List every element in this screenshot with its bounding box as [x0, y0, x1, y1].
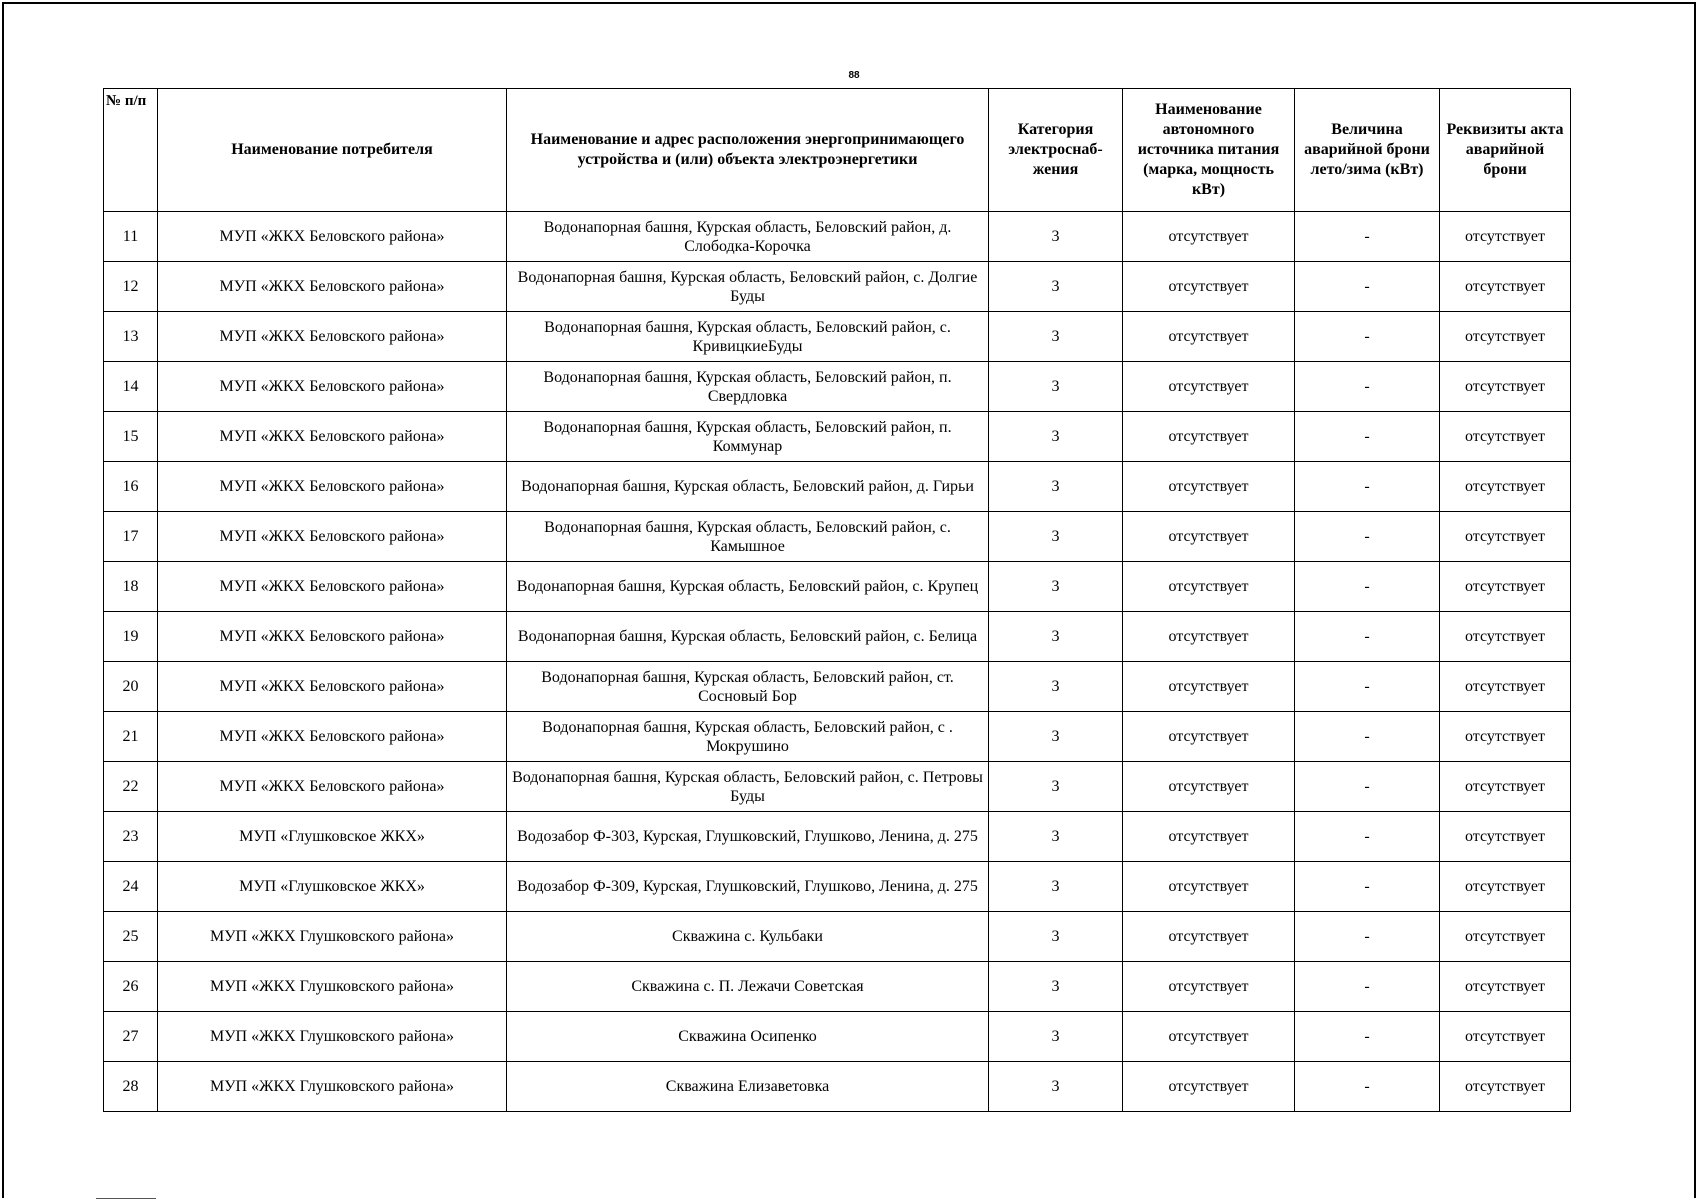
- cell-category: 3: [989, 862, 1123, 912]
- cell-device-address: Водонапорная башня, Курская область, Беловский район, п. Свердловка: [507, 362, 989, 412]
- cell-device-address: Водонапорная башня, Курская область, Беловский район, с. Камышное: [507, 512, 989, 562]
- cell-autonomous-source: отсутствует: [1123, 612, 1295, 662]
- cell-act-details: отсутствует: [1440, 562, 1571, 612]
- cell-category: 3: [989, 262, 1123, 312]
- cell-act-details: отсутствует: [1440, 462, 1571, 512]
- cell-act-details: отсутствует: [1440, 1062, 1571, 1112]
- cell-autonomous-source: отсутствует: [1123, 862, 1295, 912]
- cell-act-details: отсутствует: [1440, 712, 1571, 762]
- table-row: [104, 562, 1571, 612]
- cell-emergency-reserve: -: [1295, 312, 1440, 362]
- cell-emergency-reserve: -: [1295, 662, 1440, 712]
- cell-consumer: МУП «Глушковское ЖКХ»: [158, 862, 507, 912]
- cell-consumer: МУП «ЖКХ Беловского района»: [158, 412, 507, 462]
- cell-emergency-reserve: -: [1295, 962, 1440, 1012]
- cell-category: 3: [989, 512, 1123, 562]
- cell-emergency-reserve: -: [1295, 912, 1440, 962]
- cell-autonomous-source: отсутствует: [1123, 562, 1295, 612]
- cell-emergency-reserve: -: [1295, 362, 1440, 412]
- cell-consumer: МУП «ЖКХ Глушковского района»: [158, 1012, 507, 1062]
- cell-autonomous-source: отсутствует: [1123, 1062, 1295, 1112]
- cell-device-address: Водонапорная башня, Курская область, Беловский район, с. Петровы Буды: [507, 762, 989, 812]
- cell-autonomous-source: отсутствует: [1123, 762, 1295, 812]
- cell-category: 3: [989, 662, 1123, 712]
- cell-category: 3: [989, 212, 1123, 262]
- cell-category: 3: [989, 962, 1123, 1012]
- cell-consumer: МУП «ЖКХ Беловского района»: [158, 562, 507, 612]
- cell-emergency-reserve: -: [1295, 612, 1440, 662]
- cell-number: 17: [104, 512, 158, 562]
- cell-emergency-reserve: -: [1295, 812, 1440, 862]
- col-header-device-address: Наименование и адрес расположения энергопринимающего устройства и (или) объекта электроэнергетики: [507, 89, 989, 212]
- cell-act-details: отсутствует: [1440, 512, 1571, 562]
- cell-category: 3: [989, 312, 1123, 362]
- cell-consumer: МУП «ЖКХ Беловского района»: [158, 762, 507, 812]
- cell-number: 28: [104, 1062, 158, 1112]
- cell-category: 3: [989, 1062, 1123, 1112]
- cell-device-address: Водонапорная башня, Курская область, Беловский район, д. Гирьи: [507, 462, 989, 512]
- cell-device-address: Водонапорная башня, Курская область, Беловский район, с. КривицкиеБуды: [507, 312, 989, 362]
- cell-autonomous-source: отсутствует: [1123, 1012, 1295, 1062]
- cell-act-details: отсутствует: [1440, 362, 1571, 412]
- cell-number: 13: [104, 312, 158, 362]
- table-row: [104, 1012, 1571, 1062]
- cell-device-address: Водонапорная башня, Курская область, Беловский район, д. Слободка-Корочка: [507, 212, 989, 262]
- col-header-autonomous-source: Наименование автономного источника питания (марка, мощность кВт): [1123, 89, 1295, 212]
- cell-category: 3: [989, 362, 1123, 412]
- cell-emergency-reserve: -: [1295, 212, 1440, 262]
- cell-act-details: отсутствует: [1440, 312, 1571, 362]
- scan-border-left: [2, 2, 4, 1198]
- cell-device-address: Водонапорная башня, Курская область, Беловский район, п. Коммунар: [507, 412, 989, 462]
- cell-autonomous-source: отсутствует: [1123, 912, 1295, 962]
- cell-number: 19: [104, 612, 158, 662]
- cell-category: 3: [989, 712, 1123, 762]
- table-row: [104, 312, 1571, 362]
- cell-autonomous-source: отсутствует: [1123, 362, 1295, 412]
- cell-device-address: Водонапорная башня, Курская область, Беловский район, с. Крупец: [507, 562, 989, 612]
- cell-emergency-reserve: -: [1295, 262, 1440, 312]
- cell-number: 21: [104, 712, 158, 762]
- cell-act-details: отсутствует: [1440, 612, 1571, 662]
- cell-act-details: отсутствует: [1440, 412, 1571, 462]
- cell-device-address: Скважина с. Кульбаки: [507, 912, 989, 962]
- cell-consumer: МУП «ЖКХ Беловского района»: [158, 462, 507, 512]
- cell-category: 3: [989, 462, 1123, 512]
- cell-act-details: отсутствует: [1440, 862, 1571, 912]
- cell-act-details: отсутствует: [1440, 762, 1571, 812]
- cell-autonomous-source: отсутствует: [1123, 512, 1295, 562]
- cell-category: 3: [989, 412, 1123, 462]
- cell-number: 11: [104, 212, 158, 262]
- cell-autonomous-source: отсутствует: [1123, 312, 1295, 362]
- cell-number: 20: [104, 662, 158, 712]
- cell-number: 27: [104, 1012, 158, 1062]
- cell-number: 25: [104, 912, 158, 962]
- cell-device-address: Скважина Осипенко: [507, 1012, 989, 1062]
- cell-autonomous-source: отсутствует: [1123, 262, 1295, 312]
- cell-act-details: отсутствует: [1440, 662, 1571, 712]
- bottom-rule: [96, 1198, 156, 1199]
- cell-autonomous-source: отсутствует: [1123, 462, 1295, 512]
- cell-autonomous-source: отсутствует: [1123, 962, 1295, 1012]
- table-row: [104, 462, 1571, 512]
- table-header-row: [104, 89, 1571, 212]
- table-row: [104, 862, 1571, 912]
- table-row: [104, 512, 1571, 562]
- cell-act-details: отсутствует: [1440, 962, 1571, 1012]
- cell-consumer: МУП «ЖКХ Беловского района»: [158, 712, 507, 762]
- cell-number: 12: [104, 262, 158, 312]
- cell-emergency-reserve: -: [1295, 512, 1440, 562]
- cell-consumer: МУП «ЖКХ Беловского района»: [158, 662, 507, 712]
- cell-consumer: МУП «ЖКХ Глушковского района»: [158, 912, 507, 962]
- cell-consumer: МУП «ЖКХ Беловского района»: [158, 612, 507, 662]
- table-row: [104, 962, 1571, 1012]
- col-header-act-details: Реквизиты акта аварийной брони: [1440, 89, 1571, 212]
- scan-border-right: [1694, 2, 1696, 1198]
- cell-consumer: МУП «ЖКХ Беловского района»: [158, 512, 507, 562]
- table-row: [104, 812, 1571, 862]
- cell-emergency-reserve: -: [1295, 562, 1440, 612]
- table-row: [104, 712, 1571, 762]
- cell-act-details: отсутствует: [1440, 812, 1571, 862]
- consumer-table: [103, 88, 1571, 1112]
- cell-consumer: МУП «ЖКХ Беловского района»: [158, 212, 507, 262]
- cell-emergency-reserve: -: [1295, 1062, 1440, 1112]
- cell-consumer: МУП «ЖКХ Глушковского района»: [158, 1062, 507, 1112]
- cell-autonomous-source: отсутствует: [1123, 712, 1295, 762]
- cell-category: 3: [989, 612, 1123, 662]
- cell-consumer: МУП «ЖКХ Беловского района»: [158, 362, 507, 412]
- table-row: [104, 362, 1571, 412]
- cell-device-address: Скважина Елизаветовка: [507, 1062, 989, 1112]
- table-row: [104, 212, 1571, 262]
- scan-border-top: [2, 2, 1696, 4]
- table-row: [104, 412, 1571, 462]
- cell-consumer: МУП «ЖКХ Беловского района»: [158, 312, 507, 362]
- cell-number: 18: [104, 562, 158, 612]
- cell-autonomous-source: отсутствует: [1123, 212, 1295, 262]
- cell-device-address: Водонапорная башня, Курская область, Беловский район, с. Белица: [507, 612, 989, 662]
- cell-consumer: МУП «Глушковское ЖКХ»: [158, 812, 507, 862]
- cell-act-details: отсутствует: [1440, 212, 1571, 262]
- cell-autonomous-source: отсутствует: [1123, 812, 1295, 862]
- cell-device-address: Водонапорная башня, Курская область, Беловский район, ст. Сосновый Бор: [507, 662, 989, 712]
- cell-device-address: Водозабор Ф-309, Курская, Глушковский, Глушково, Ленина, д. 275: [507, 862, 989, 912]
- cell-number: 16: [104, 462, 158, 512]
- col-header-category: Категория электроснаб-жения: [989, 89, 1123, 212]
- cell-category: 3: [989, 562, 1123, 612]
- col-header-consumer: Наименование потребителя: [158, 89, 507, 212]
- page-number: 88: [848, 70, 860, 81]
- cell-device-address: Водозабор Ф-303, Курская, Глушковский, Глушково, Ленина, д. 275: [507, 812, 989, 862]
- cell-act-details: отсутствует: [1440, 1012, 1571, 1062]
- cell-emergency-reserve: -: [1295, 762, 1440, 812]
- cell-number: 23: [104, 812, 158, 862]
- cell-number: 22: [104, 762, 158, 812]
- cell-emergency-reserve: -: [1295, 862, 1440, 912]
- cell-device-address: Водонапорная башня, Курская область, Беловский район, с . Мокрушино: [507, 712, 989, 762]
- cell-number: 26: [104, 962, 158, 1012]
- cell-emergency-reserve: -: [1295, 1012, 1440, 1062]
- table-row: [104, 1062, 1571, 1112]
- cell-device-address: Скважина с. П. Лежачи Советская: [507, 962, 989, 1012]
- cell-consumer: МУП «ЖКХ Глушковского района»: [158, 962, 507, 1012]
- cell-act-details: отсутствует: [1440, 912, 1571, 962]
- cell-consumer: МУП «ЖКХ Беловского района»: [158, 262, 507, 312]
- cell-autonomous-source: отсутствует: [1123, 662, 1295, 712]
- table-row: [104, 262, 1571, 312]
- cell-device-address: Водонапорная башня, Курская область, Беловский район, с. Долгие Буды: [507, 262, 989, 312]
- cell-emergency-reserve: -: [1295, 412, 1440, 462]
- cell-number: 14: [104, 362, 158, 412]
- table-row: [104, 912, 1571, 962]
- col-header-number: № п/п: [104, 89, 158, 212]
- cell-category: 3: [989, 912, 1123, 962]
- cell-emergency-reserve: -: [1295, 462, 1440, 512]
- cell-number: 15: [104, 412, 158, 462]
- cell-category: 3: [989, 762, 1123, 812]
- cell-emergency-reserve: -: [1295, 712, 1440, 762]
- cell-category: 3: [989, 1012, 1123, 1062]
- cell-autonomous-source: отсутствует: [1123, 412, 1295, 462]
- table-row: [104, 662, 1571, 712]
- col-header-emergency-reserve: Величина аварийной брони лето/зима (кВт): [1295, 89, 1440, 212]
- cell-number: 24: [104, 862, 158, 912]
- table-row: [104, 762, 1571, 812]
- table-body: [104, 212, 1571, 1112]
- cell-act-details: отсутствует: [1440, 262, 1571, 312]
- table-row: [104, 612, 1571, 662]
- cell-category: 3: [989, 812, 1123, 862]
